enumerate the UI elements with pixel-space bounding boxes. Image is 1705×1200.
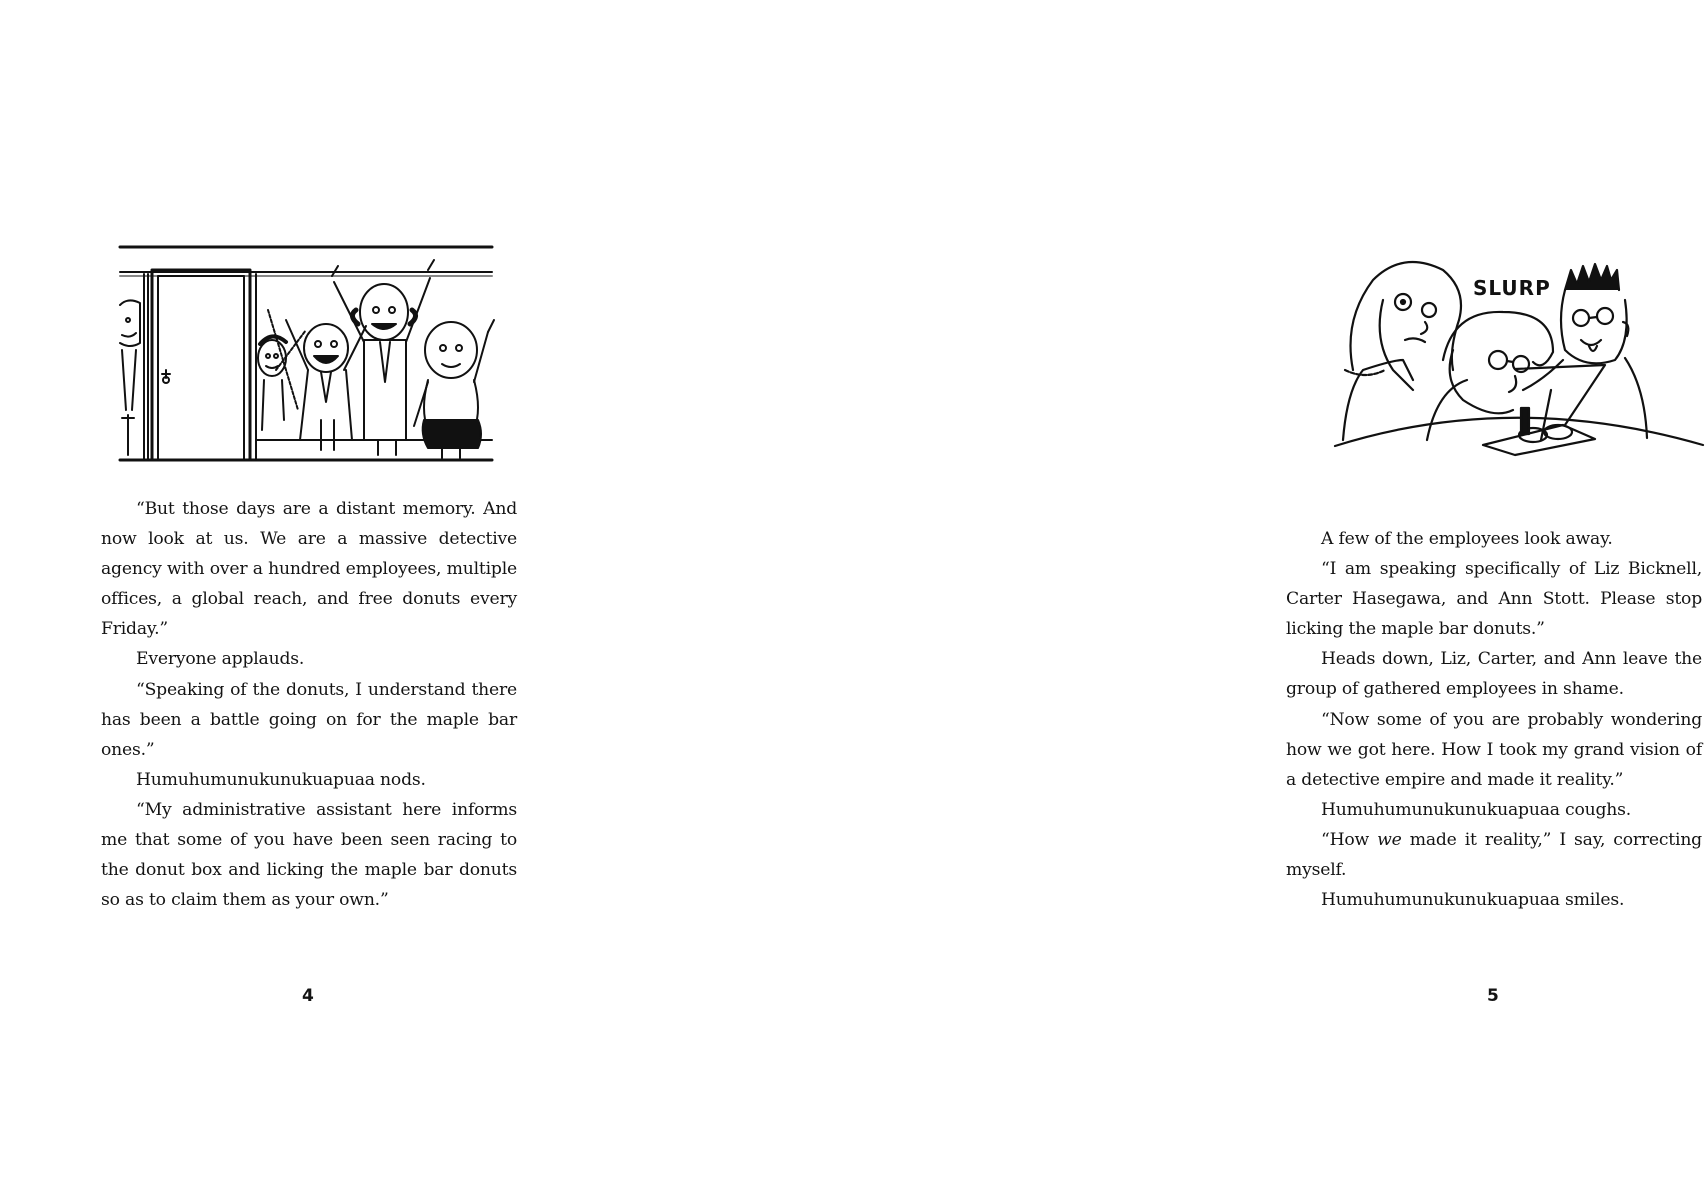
right-page-text xyxy=(1286,524,1702,915)
paragraph: Humuhumunukunukuapuaa smiles. xyxy=(1321,890,1625,911)
page-number: 5 xyxy=(1487,986,1499,1006)
paragraph: Humuhumunukunukuapuaa nods. xyxy=(136,769,426,790)
paragraph: “Speaking of the donuts, I understand there has been a battle going on for the maple bar ones.” xyxy=(101,679,517,760)
left-page-text xyxy=(101,494,517,915)
paragraph: Everyone applauds. xyxy=(136,649,305,670)
emphasized-word: we xyxy=(1377,829,1402,850)
paragraph: “I am speaking specifically of Liz Bicknell, Carter Hasegawa, and Ann Stott. Please stop licking the maple bar donuts.” xyxy=(1286,559,1702,640)
cheering-employees-illustration xyxy=(116,240,496,468)
paragraph: Humuhumunukunukuapuaa coughs. xyxy=(1321,799,1632,820)
paragraph: “Now some of you are probably wondering how we got here. How I took my grand vision of a detective empire and made it reality.” xyxy=(1286,709,1702,790)
paragraph: “My administrative assistant here informs me that some of you have been seen racing to the donut box and licking the maple bar donuts so as to claim them as your own.” xyxy=(101,799,517,911)
donut-licking-illustration xyxy=(1333,240,1705,455)
right-page xyxy=(600,0,1702,1200)
paragraph xyxy=(1286,825,1702,885)
paragraph: A few of the employees look away. xyxy=(1321,529,1613,549)
left-page xyxy=(0,0,600,1200)
slurp-sound-effect: SLURP xyxy=(1473,276,1551,300)
paragraph: “But those days are a distant memory. And now look at us. We are a massive detective agency with over a hundred employees, multiple offices, a global reach, and free donuts every Friday.” xyxy=(101,499,517,640)
paragraph-text: “How xyxy=(1321,829,1378,850)
page-number: 4 xyxy=(302,986,314,1006)
paragraph: Heads down, Liz, Carter, and Ann leave the group of gathered employees in shame. xyxy=(1286,649,1702,700)
paragraph-text: made it reality,” I say, correcting myself. xyxy=(1286,829,1702,881)
